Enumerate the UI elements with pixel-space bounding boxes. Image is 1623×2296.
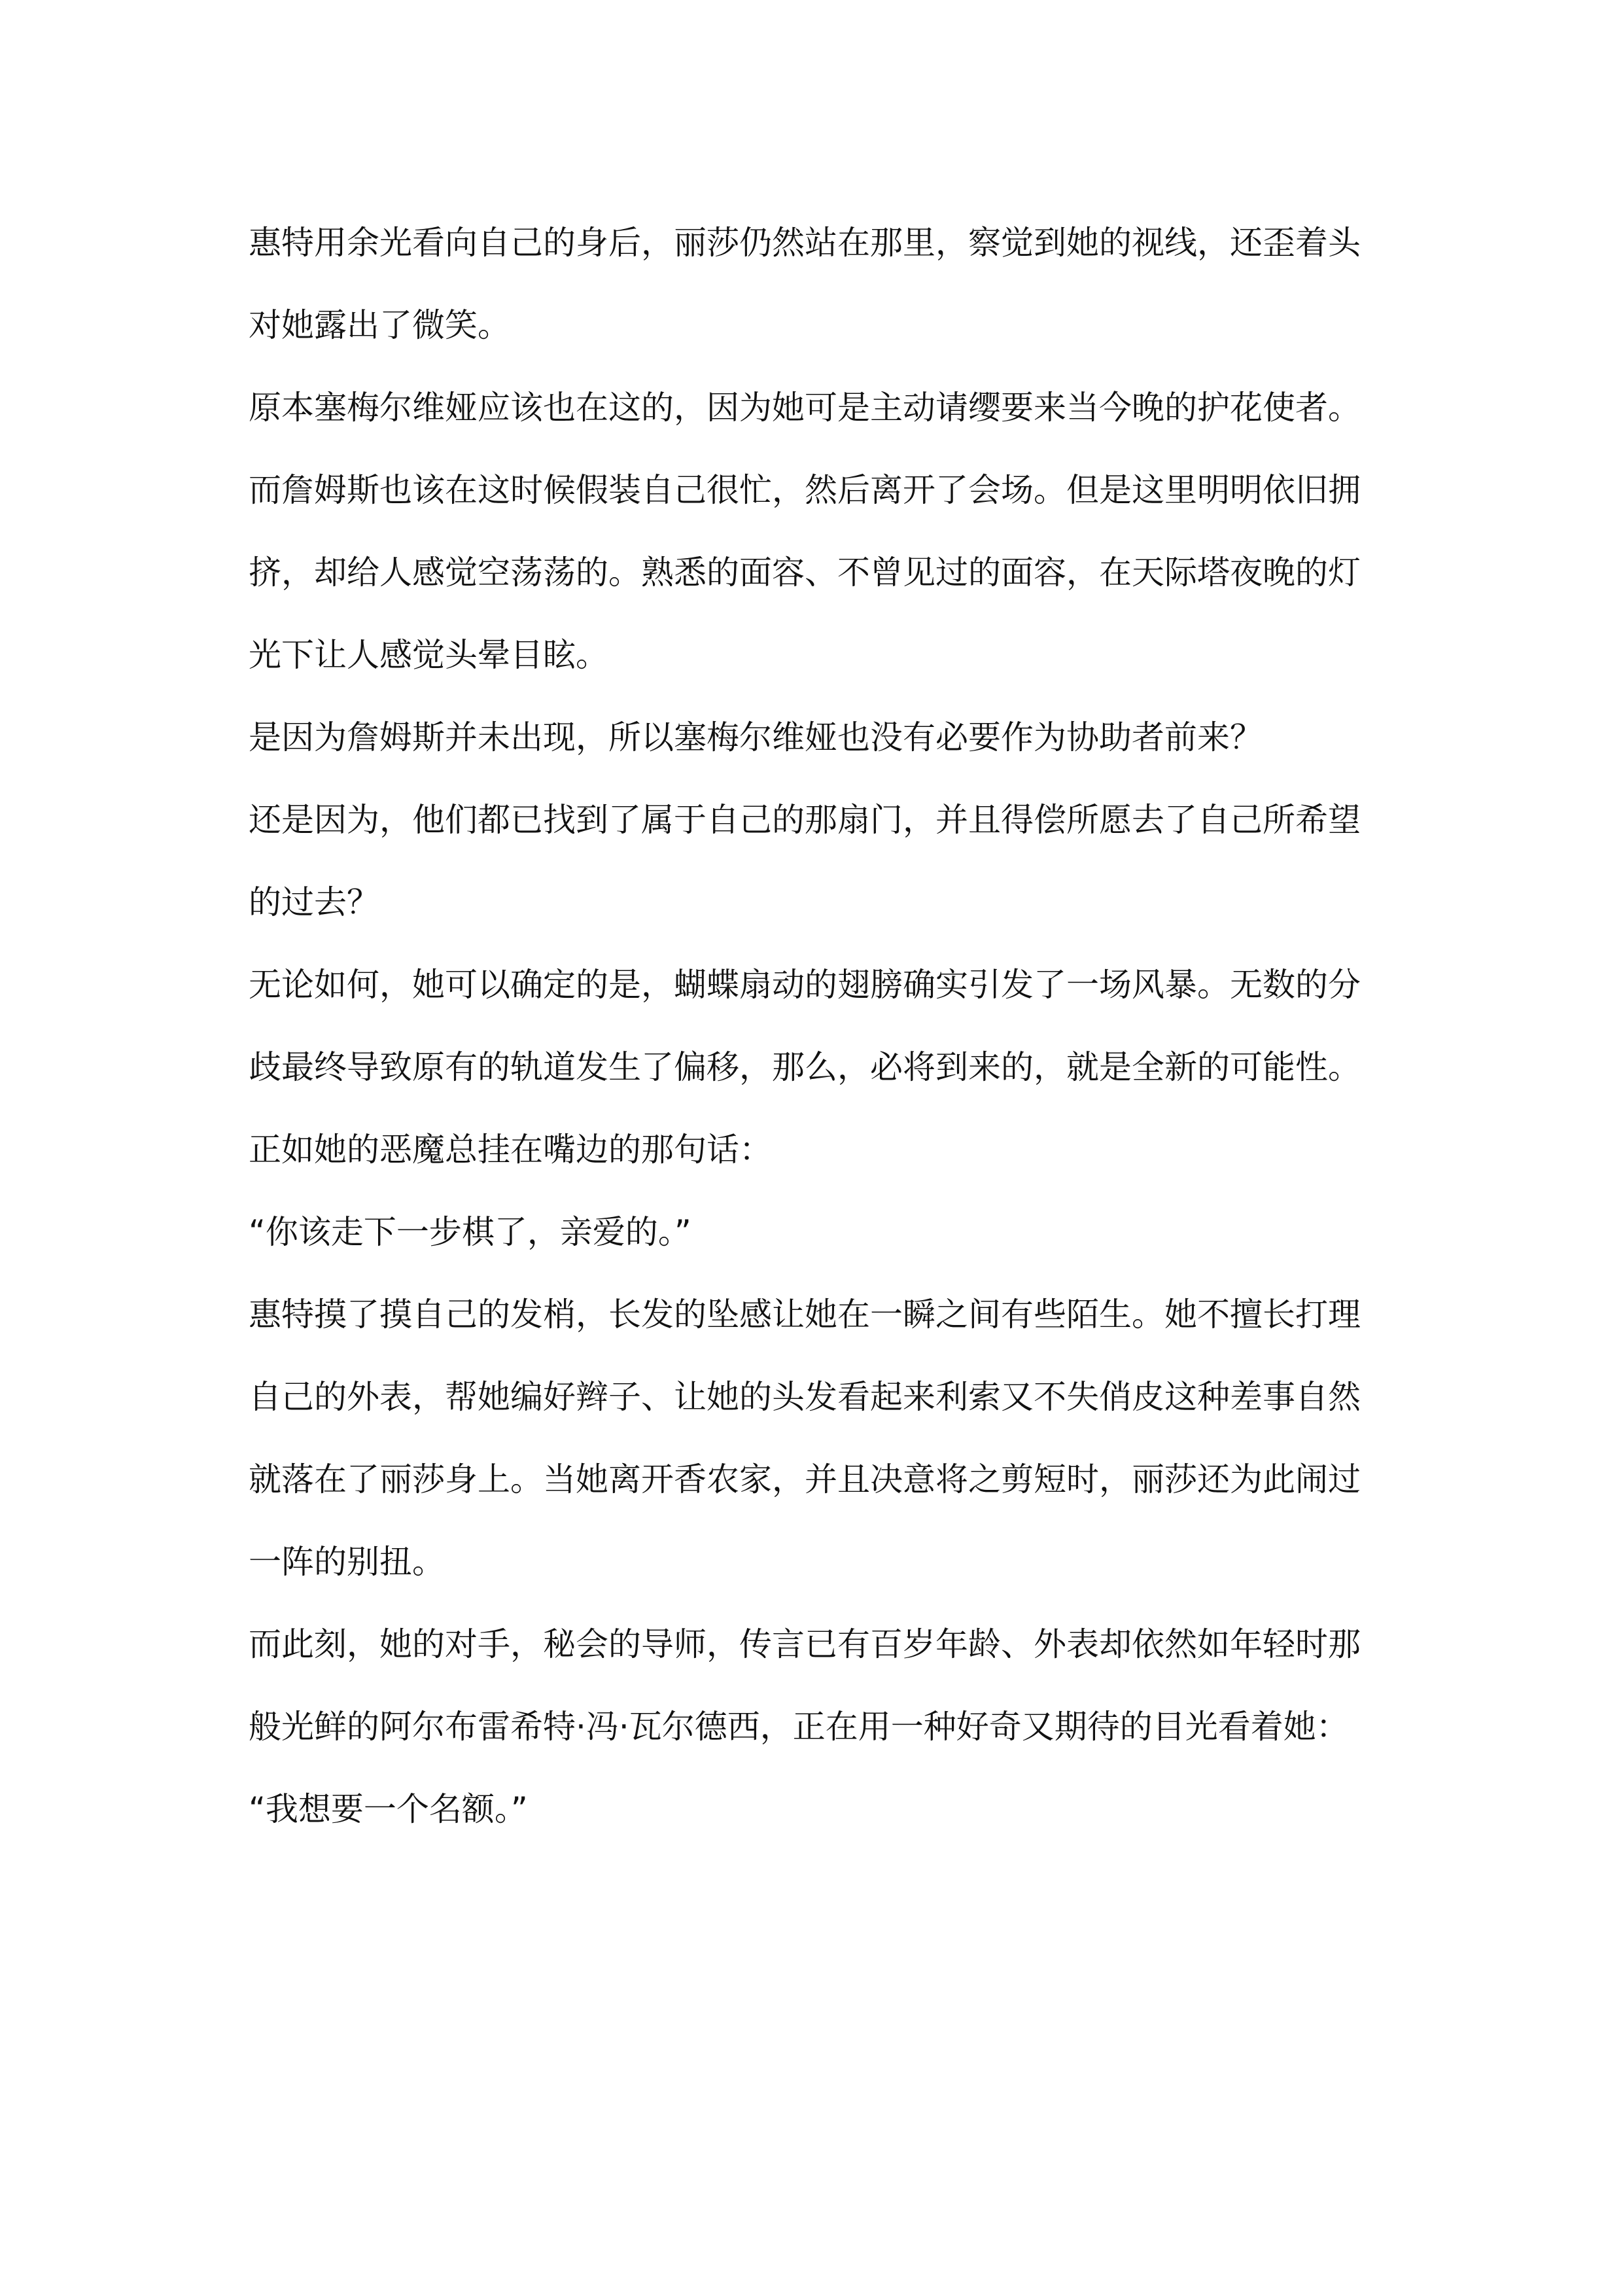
body-text bbox=[249, 202, 1387, 1850]
paragraph: 原本塞梅尔维娅应该也在这的，因为她可是主动请缨要来当今晚的护花使者。而詹姆斯也该在这时候假装自己很忙，然后离开了会场。但是这里明明依旧拥挤，却给人感觉空荡荡的。熟悉的面容、不曾见过的面容，在天际塔夜晚的灯光下让人感觉头晕目眩。 bbox=[249, 389, 1361, 674]
paragraph: 无论如何，她可以确定的是，蝴蝶扇动的翅膀确实引发了一场风暴。无数的分歧最终导致原有的轨道发生了偏移，那么，必将到来的，就是全新的可能性。 bbox=[249, 966, 1361, 1086]
paragraph: 正如她的恶魔总挂在嘴边的那句话： bbox=[249, 1131, 772, 1169]
paragraph: “你该走下一步棋了，亲爱的。” bbox=[249, 1213, 691, 1251]
paragraph: 而此刻，她的对手，秘会的导师，传言已有百岁年龄、外表却依然如年轻时那般光鲜的阿尔布雷希特·冯·瓦尔德西，正在用一种好奇又期待的目光看着她： bbox=[249, 1625, 1361, 1746]
paragraph: “我想要一个名额。” bbox=[249, 1790, 528, 1828]
paragraph: 惠特用余光看向自己的身后，丽莎仍然站在那里，察觉到她的视线，还歪着头对她露出了微笑。 bbox=[249, 224, 1361, 344]
paragraph: 惠特摸了摸自己的发梢，长发的坠感让她在一瞬之间有些陌生。她不擅长打理自己的外表，帮她编好辫子、让她的头发看起来利索又不失俏皮这种差事自然就落在了丽莎身上。当她离开香农家，并且决意将之剪短时，丽莎还为此闹过一阵的别扭。 bbox=[249, 1296, 1361, 1581]
paragraph: 还是因为，他们都已找到了属于自己的那扇门，并且得偿所愿去了自己所希望的过去？ bbox=[249, 801, 1361, 921]
paragraph: 是因为詹姆斯并未出现，所以塞梅尔维娅也没有必要作为协助者前来？ bbox=[249, 718, 1263, 756]
